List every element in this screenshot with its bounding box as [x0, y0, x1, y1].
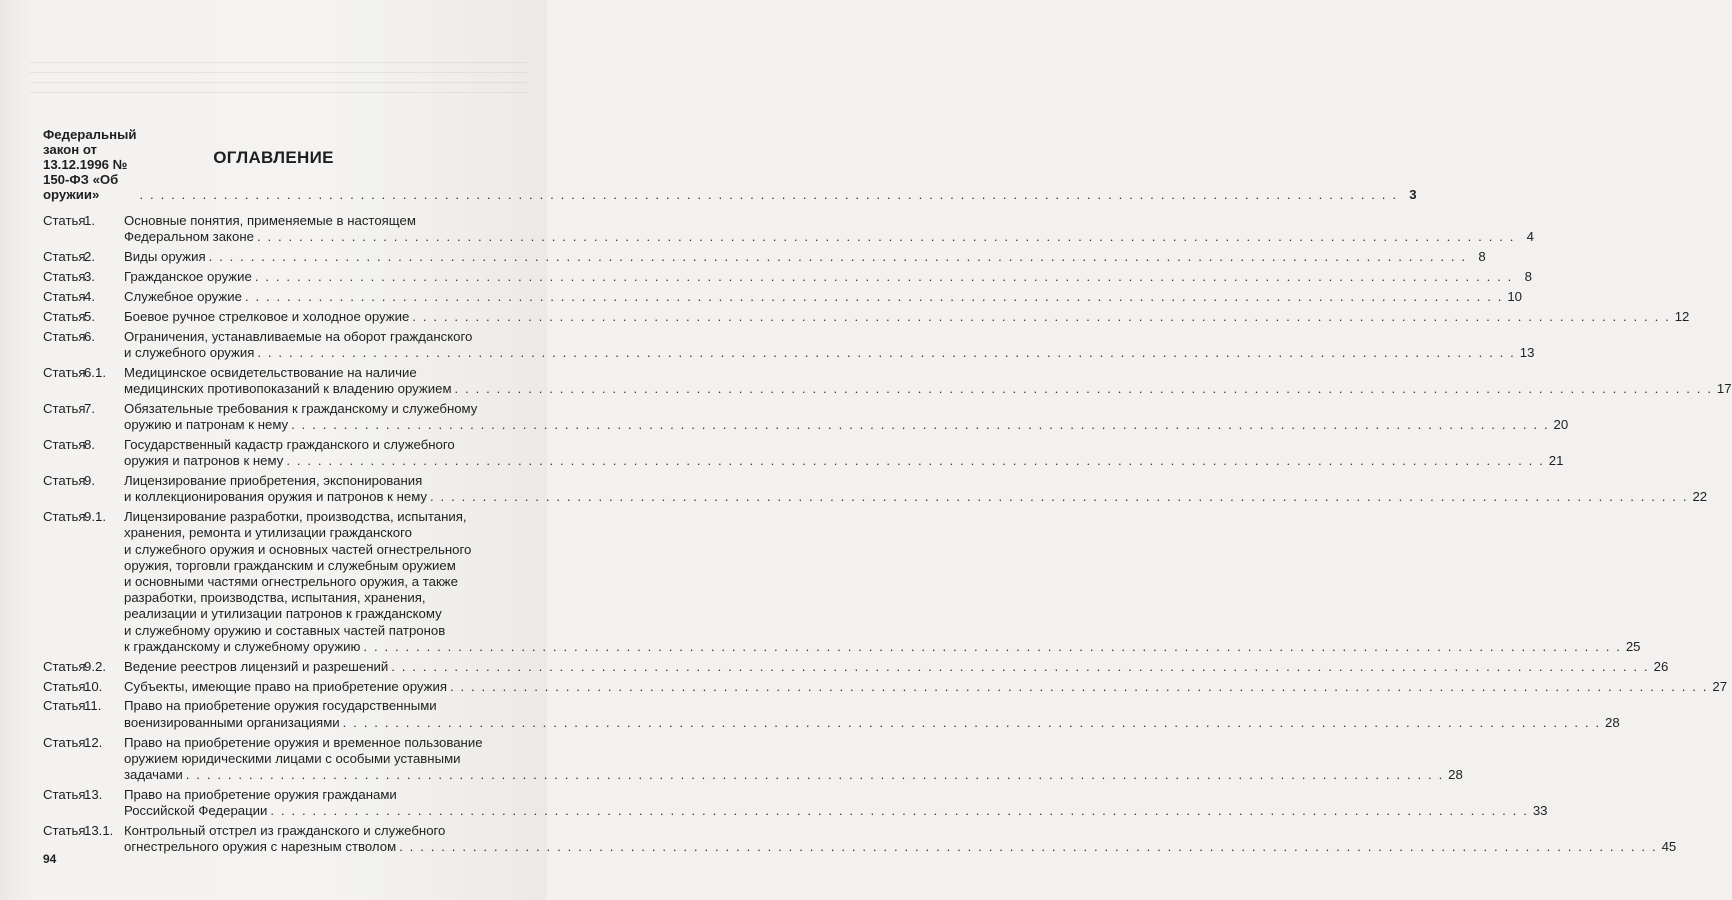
entry-title-line: Лицензирование приобретения, экспонирования — [124, 473, 423, 489]
dot-leader: . . . . . . . . . . . . . . . . . . . . . . . . . . . . . . . . . . . . . . . . . . . . . . . . . . . . . . . . . . . . . . . . . . . . . . . . . . . . . . . . . . . . . . . . . . . . . . . . . . . . . . . . . . . . . . . . . . . . . . . . — [256, 229, 1516, 245]
entry-title-line: Право на приобретение оружия государственными — [124, 698, 437, 714]
toc-entry — [43, 822, 1677, 855]
entry-title-line: Государственный кадастр гражданского и служебного — [124, 436, 455, 452]
article-number: 7. — [84, 400, 95, 416]
toc-entry — [43, 328, 1535, 361]
entry-title-line: оружия и патронов к нему — [124, 453, 284, 469]
toc-entry — [43, 308, 1690, 325]
page-number-ref: 20 — [1553, 417, 1569, 433]
dot-leader: . . . . . . . . . . . . . . . . . . . . . . . . . . . . . . . . . . . . . . . . . . . . . . . . . . . . . . . . . . . . . . . . . . . . . . . . . . . . . . . . . . . . . . . . . . . . . . . . . . . . . . . . . . . . . . . . . . . . . . . . — [185, 766, 1444, 782]
article-label: Статья — [43, 734, 86, 750]
article-label: Статья — [43, 473, 86, 489]
entry-title-line: медицинских противопоказаний к владению оружием — [124, 380, 452, 396]
article-number: 4. — [84, 288, 95, 304]
entry-title-line: реализации и утилизации патронов к гражданскому — [124, 606, 442, 622]
article-label: Статья — [43, 213, 86, 228]
article-number: 3. — [84, 268, 95, 284]
entry-title-line: Субъекты, имеющие право на приобретение оружия — [124, 678, 447, 694]
page-number-ref: 28 — [1448, 766, 1463, 782]
article-label: Статья — [43, 308, 86, 324]
page-number-ref: 33 — [1532, 803, 1548, 819]
article-number: 11. — [84, 698, 102, 714]
page-number-ref: 27 — [1712, 678, 1728, 694]
article-label: Статья — [43, 249, 86, 265]
dot-leader: . . . . . . . . . . . . . . . . . . . . . . . . . . . . . . . . . . . . . . . . . . . . . . . . . . . . . . . . . . . . . . . . . . . . . . . . . . . . . . . . . . . . . . . . . . . . . . . . . . . . . . . . . . . . . . . . . . . . . . . . — [286, 453, 1545, 469]
toc-entry — [43, 268, 1532, 285]
toc-entry — [43, 213, 1535, 245]
dot-leader: . . . . . . . . . . . . . . . . . . . . . . . . . . . . . . . . . . . . . . . . . . . . . . . . . . . . . . . . . . . . . . . . . . . . . . . . . . . . . . . . . . . . . . . . . . . . . . . . . . . . . . . . . . . . . . . . . . . . . . . . — [257, 344, 1516, 360]
entry-title-line: оружию и патронам к нему — [124, 417, 289, 433]
toc-entry — [43, 473, 1708, 505]
dot-leader: . . . . . . . . . . . . . . . . . . . . . . . . . . . . . . . . . . . . . . . . . . . . . . . . . . . . . . . . . . . . . . . . . . . . . . . . . . . . . . . . . . . . . . . . . . . . . . . . . . . . . . . . . . . . . . . . . . . . . . . . — [454, 380, 1713, 396]
page-number-ref: 8 — [1478, 249, 1486, 265]
page-number-ref: 26 — [1653, 658, 1669, 674]
toc-entry — [43, 658, 1669, 675]
entry-title-line: хранения, ремонта и утилизации гражданского — [124, 525, 412, 541]
entry-title-line: Боевое ручное стрелковое и холодное оружие — [124, 308, 410, 324]
page-number-ref: 21 — [1548, 453, 1564, 469]
dot-leader: . . . . . . . . . . . . . . . . . . . . . . . . . . . . . . . . . . . . . . . . . . . . . . . . . . . . . . . . . . . . . . . . . . . . . . . . . . . . . . . . . . . . . . . . . . . . . . . . . . . . . . . . . . . . . . . . . . . . . . . . — [430, 489, 1689, 505]
toc-entry — [43, 364, 1732, 397]
dot-leader: . . . . . . . . . . . . . . . . . . . . . . . . . . . . . . . . . . . . . . . . . . . . . . . . . . . . . . . . . . . . . . . . . . . . . . . . . . . . . . . . . . . . . . . . . . . . . . . . . . . . . . . . . . . . . . . . . . . . . . . . — [363, 638, 1622, 654]
page-number: 94 — [43, 852, 57, 866]
dot-leader: . . . . . . . . . . . . . . . . . . . . . . . . . . . . . . . . . . . . . . . . . . . . . . . . . . . . . . . . . . . . . . . . . . . . . . . . . . . . . . . . . . . . . . . . . . . . . . . . . . . . . . . . . . . . . . . . . . . . . . . . — [208, 249, 1467, 265]
article-label: Статья — [43, 268, 86, 284]
entry-title-line: Гражданское оружие — [124, 268, 252, 284]
dot-leader: . . . . . . . . . . . . . . . . . . . . . . . . . . . . . . . . . . . . . . . . . . . . . . . . . . . . . . . . . . . . . . . . . . . . . . . . . . . . . . . . . . . . . . . . . . . . . . . . . . . . . . . . . . . . . . . . . . . . . . . . — [139, 187, 1398, 202]
entry-title-line: огнестрельного оружия с нарезным стволом — [124, 839, 397, 855]
article-number: 2. — [84, 249, 95, 265]
entry-title-line: Федеральном законе — [124, 229, 254, 245]
entry-title-line: и служебному оружию и составных частей патронов — [124, 622, 446, 638]
article-label: Статья — [43, 678, 86, 694]
entry-title-line: разработки, производства, испытания, хранения, — [124, 590, 426, 606]
entry-title-line: к гражданскому и служебному оружию — [124, 638, 361, 654]
article-label: Статья — [43, 288, 86, 304]
entry-title-line: Российской Федерации — [124, 803, 268, 819]
entry-title-line: задачами — [124, 766, 183, 782]
entry-title-line: и основными частями огнестрельного оружия, а также — [124, 573, 458, 589]
article-number: 13. — [84, 786, 103, 802]
entry-title-line: Виды оружия — [124, 249, 206, 265]
show-through-text — [30, 62, 527, 98]
entry-title-line: военизированными организациями — [124, 714, 340, 730]
page-number-ref: 13 — [1519, 344, 1535, 360]
toc-entry — [43, 436, 1564, 469]
article-label: Статья — [43, 328, 86, 344]
toc-entry — [43, 288, 1522, 305]
page-number-ref: 45 — [1661, 839, 1677, 855]
entry-title-line: Лицензирование разработки, производства, испытания, — [124, 509, 467, 525]
entry-title-line: Право на приобретение оружия и временное пользование — [124, 734, 483, 750]
article-number: 1. — [84, 213, 95, 228]
article-label: Статья — [43, 509, 86, 525]
page-number-ref: 8 — [1524, 268, 1532, 284]
toc-entry — [43, 786, 1548, 819]
page-number-ref: 17 — [1716, 380, 1732, 396]
article-number: 9.2. — [84, 658, 106, 674]
article-number: 9.1. — [84, 509, 106, 525]
article-number: 9. — [84, 473, 95, 489]
entry-title-line: Медицинское освидетельствование на наличие — [124, 364, 417, 380]
entry-title-line: оружием юридическими лицами с особыми уставными — [124, 750, 461, 766]
page-number-ref: 25 — [1625, 638, 1641, 654]
article-number: 8. — [84, 436, 95, 452]
dot-leader: . . . . . . . . . . . . . . . . . . . . . . . . . . . . . . . . . . . . . . . . . . . . . . . . . . . . . . . . . . . . . . . . . . . . . . . . . . . . . . . . . . . . . . . . . . . . . . . . . . . . . . . . . . . . . . . . . . . . . . . . — [412, 308, 1671, 324]
page-number-ref: 4 — [1526, 229, 1535, 245]
entry-title-line: Ограничения, устанавливаемые на оборот гражданского — [124, 328, 473, 344]
dot-leader: . . . . . . . . . . . . . . . . . . . . . . . . . . . . . . . . . . . . . . . . . . . . . . . . . . . . . . . . . . . . . . . . . . . . . . . . . . . . . . . . . . . . . . . . . . . . . . . . . . . . . . . . . . . . . . . . . . . . . . . . — [244, 288, 1503, 304]
article-label: Статья — [43, 658, 86, 674]
entry-title-line: Ведение реестров лицензий и разрешений — [124, 658, 389, 674]
article-number: 6. — [84, 328, 95, 344]
dot-leader: . . . . . . . . . . . . . . . . . . . . . . . . . . . . . . . . . . . . . . . . . . . . . . . . . . . . . . . . . . . . . . . . . . . . . . . . . . . . . . . . . . . . . . . . . . . . . . . . . . . . . . . . . . . . . . . . . . . . . . . . — [391, 658, 1650, 674]
entry-title-line: Служебное оружие — [124, 288, 242, 304]
article-label: Статья — [43, 364, 86, 380]
entry-title-line: Право на приобретение оружия гражданами — [124, 786, 397, 802]
page-number-ref: 10 — [1507, 288, 1522, 304]
page-number-ref: 28 — [1605, 714, 1620, 730]
dot-leader: . . . . . . . . . . . . . . . . . . . . . . . . . . . . . . . . . . . . . . . . . . . . . . . . . . . . . . . . . . . . . . . . . . . . . . . . . . . . . . . . . . . . . . . . . . . . . . . . . . . . . . . . . . . . . . . . . . . . . . . . — [449, 678, 1709, 694]
article-label: Статья — [43, 436, 86, 452]
page-title: ОГЛАВЛЕНИЕ — [213, 148, 334, 167]
article-number: 5. — [84, 308, 95, 324]
dot-leader: . . . . . . . . . . . . . . . . . . . . . . . . . . . . . . . . . . . . . . . . . . . . . . . . . . . . . . . . . . . . . . . . . . . . . . . . . . . . . . . . . . . . . . . . . . . . . . . . . . . . . . . . . . . . . . . . . . . . . . . . — [399, 839, 1658, 855]
law-title: Федеральный закон от 13.12.1996 № 150-ФЗ «Об оружии» — [43, 127, 137, 202]
page-number-ref: 22 — [1692, 489, 1708, 505]
entry-title-line: Основные понятия, применяемые в настоящем — [124, 213, 416, 228]
article-number: 10. — [84, 678, 103, 694]
toc-entry — [43, 698, 1620, 730]
entry-title-line: Контрольный отстрел из гражданского и служебного — [124, 822, 446, 838]
article-label: Статья — [43, 698, 86, 714]
dot-leader: . . . . . . . . . . . . . . . . . . . . . . . . . . . . . . . . . . . . . . . . . . . . . . . . . . . . . . . . . . . . . . . . . . . . . . . . . . . . . . . . . . . . . . . . . . . . . . . . . . . . . . . . . . . . . . . . . . . . . . . . — [254, 268, 1513, 284]
article-number: 12. — [84, 734, 103, 750]
entry-title-line: и служебного оружия — [124, 344, 255, 360]
toc-entry — [43, 249, 1486, 265]
dot-leader: . . . . . . . . . . . . . . . . . . . . . . . . . . . . . . . . . . . . . . . . . . . . . . . . . . . . . . . . . . . . . . . . . . . . . . . . . . . . . . . . . . . . . . . . . . . . . . . . . . . . . . . . . . . . . . . . . . . . . . . . — [342, 714, 1601, 730]
dot-leader: . . . . . . . . . . . . . . . . . . . . . . . . . . . . . . . . . . . . . . . . . . . . . . . . . . . . . . . . . . . . . . . . . . . . . . . . . . . . . . . . . . . . . . . . . . . . . . . . . . . . . . . . . . . . . . . . . . . . . . . . — [270, 803, 1529, 819]
law-page-number: 3 — [1409, 187, 1417, 202]
entry-title-line: и служебного оружия и основных частей огнестрельного — [124, 541, 472, 557]
article-label: Статья — [43, 822, 86, 838]
entry-title-line: Обязательные требования к гражданскому и служебному — [124, 400, 478, 416]
article-label: Статья — [43, 786, 86, 802]
article-number: 13.1. — [84, 822, 114, 838]
toc-entry — [43, 400, 1569, 433]
dot-leader: . . . . . . . . . . . . . . . . . . . . . . . . . . . . . . . . . . . . . . . . . . . . . . . . . . . . . . . . . . . . . . . . . . . . . . . . . . . . . . . . . . . . . . . . . . . . . . . . . . . . . . . . . . . . . . . . . . . . . . . . — [291, 417, 1550, 433]
article-label: Статья — [43, 400, 86, 416]
entry-title-line: и коллекционирования оружия и патронов к нему — [124, 489, 428, 505]
toc-entry — [43, 678, 1728, 695]
toc-entry — [43, 509, 1641, 655]
article-number: 6.1. — [84, 364, 106, 380]
page-number-ref: 12 — [1674, 308, 1690, 324]
toc-entry — [43, 734, 1463, 784]
entry-title-line: оружия, торговли гражданским и служебным оружием — [124, 557, 456, 573]
